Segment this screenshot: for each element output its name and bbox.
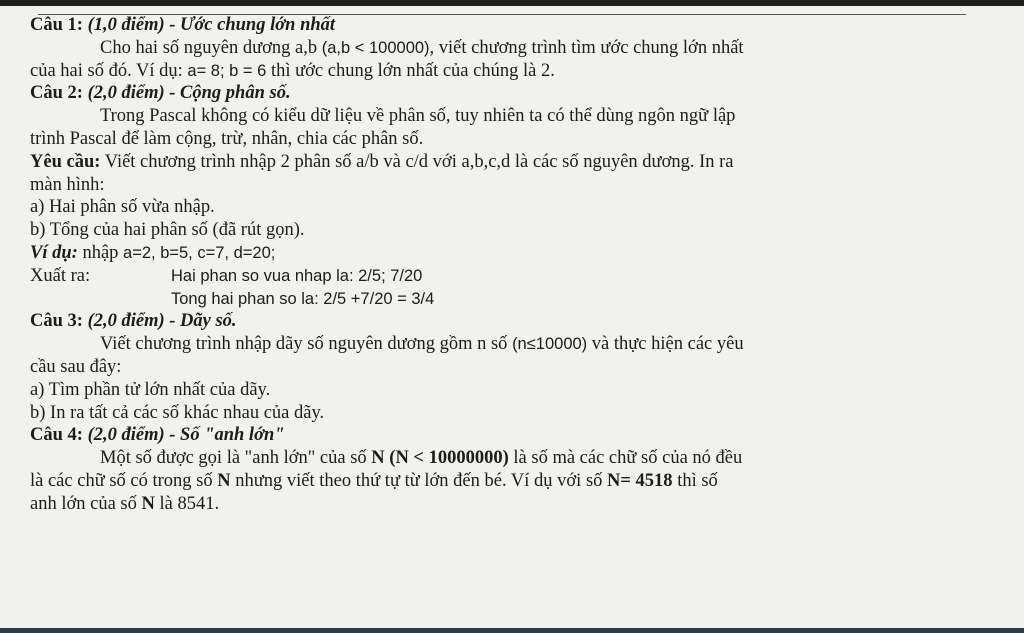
q4-text: là các chữ số có trong số: [30, 470, 218, 491]
q1-text: , viết chương trình tìm ước chung lớn nhất: [429, 37, 744, 58]
q2-output-line-2: Tong hai phan so la: 2/5 +7/20 = 3/4: [171, 289, 435, 308]
q4-line-2: [30, 470, 980, 493]
q2-requirement-1: [30, 151, 980, 174]
q4-line-3: [30, 493, 980, 516]
q4-text: là 8541.: [154, 493, 220, 514]
q2-heading: [30, 82, 980, 105]
q2-requirement-text: Viết chương trình nhập 2 phân số a/b và c/d với a,b,c,d là các số nguyên dương. In ra: [100, 151, 734, 172]
q4-n: N: [141, 493, 155, 514]
q1-heading: [30, 14, 980, 37]
q2-output-2: [30, 288, 980, 311]
q4-text: Một số được gọi là "anh lớn" của số: [100, 448, 372, 469]
q4-text: anh lớn của số: [30, 493, 142, 514]
q4-text: là số mà các chữ số của nó đều: [508, 448, 743, 469]
q2-paragraph-1: Trong Pascal không có kiểu dữ liệu về phân số, tuy nhiên ta có thể dùng ngôn ngữ lập: [100, 106, 736, 127]
q4-text: nhưng viết theo thứ tự từ lớn đến bé. Ví dụ với số: [230, 470, 608, 491]
q4-text: thì số: [672, 470, 718, 491]
q1-line-1: [30, 37, 980, 60]
q3-text: và thực hiện các yêu: [587, 334, 744, 355]
q4-heading: [30, 424, 980, 447]
q4-label: Câu 4:: [30, 425, 83, 446]
q3-title: (2,0 điểm) - Dãy số.: [87, 311, 237, 332]
q2-example-text: nhập: [77, 242, 124, 263]
q2-item-a: a) Hai phân số vừa nhập.: [30, 197, 215, 218]
q3-paragraph-1: [30, 333, 980, 356]
q3-item-b: b) In ra tất cả các số khác nhau của dãy.: [30, 402, 325, 423]
q2-title: (2,0 điểm) - Cộng phân số.: [87, 83, 291, 104]
q4-number-condition: N (N < 10000000): [371, 448, 509, 469]
q3-condition: (n≤10000): [512, 335, 588, 354]
q2-label: Câu 2:: [30, 83, 83, 104]
q1-text: của hai số đó. Ví dụ:: [30, 60, 188, 81]
q4-line-1: [30, 447, 980, 470]
q3-item-a: a) Tìm phần tử lớn nhất của dãy.: [30, 379, 271, 400]
q2-requirement-label: Yêu cầu:: [30, 151, 101, 172]
q2-item-b: b) Tổng của hai phân số (đã rút gọn).: [30, 220, 305, 241]
q4-example: N= 4518: [607, 470, 673, 491]
q3-text: Viết chương trình nhập dãy số nguyên dương gồm n số: [100, 334, 513, 355]
q3-label: Câu 3:: [30, 311, 83, 332]
q3-heading: [30, 310, 980, 333]
bottom-edge: [0, 628, 1024, 633]
q1-label: Câu 1:: [30, 15, 83, 35]
q2-example-values: a=2, b=5, c=7, d=20;: [123, 243, 276, 262]
q1-text: thì ước chung lớn nhất của chúng là 2.: [266, 60, 555, 81]
q4-n: N: [217, 470, 231, 491]
q1-title: (1,0 điểm) - Ước chung lớn nhất: [87, 15, 336, 35]
q1-condition: (a,b < 100000): [321, 38, 430, 57]
top-dark-edge: [0, 0, 1024, 6]
q2-example: [30, 242, 980, 265]
q1-example: a= 8; b = 6: [187, 61, 267, 80]
q1-line-2: [30, 60, 980, 83]
q2-output-label: Xuất ra:: [30, 265, 91, 286]
q1-text: Cho hai số nguyên dương a,b: [100, 37, 322, 58]
q2-output-1: [30, 265, 980, 288]
document-body: [30, 14, 980, 516]
q2-example-label: Ví dụ:: [30, 242, 78, 263]
q2-requirement-2: màn hình:: [30, 174, 105, 195]
q4-title: (2,0 điểm) - Số "anh lớn": [87, 425, 285, 446]
q3-paragraph-2: cầu sau đây:: [30, 356, 122, 377]
q2-paragraph-2: trình Pascal để làm cộng, trừ, nhân, chia các phân số.: [30, 128, 424, 149]
q2-output-line-1: Hai phan so vua nhap la: 2/5; 7/20: [171, 266, 423, 285]
